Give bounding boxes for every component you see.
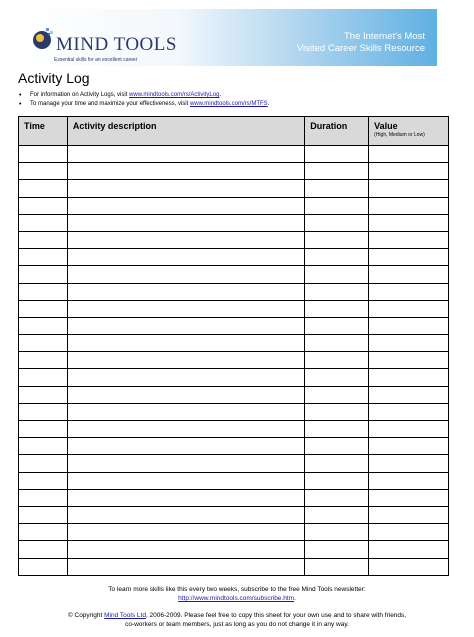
bullet-punct: . — [219, 92, 222, 98]
cell-duration[interactable] — [305, 335, 369, 352]
table-row — [19, 506, 449, 523]
table-row — [19, 558, 449, 575]
cell-value[interactable] — [369, 180, 449, 197]
table-row — [19, 266, 449, 283]
cell-activity[interactable] — [67, 180, 304, 197]
cell-duration[interactable] — [305, 472, 369, 489]
cell-duration[interactable] — [305, 317, 369, 334]
logo-tagline: Essential skills for an excellent career — [54, 57, 138, 63]
cell-activity[interactable] — [67, 231, 304, 248]
table-row — [19, 146, 449, 163]
cell-time[interactable] — [19, 214, 68, 231]
cell-time[interactable] — [19, 300, 68, 317]
cell-time[interactable] — [19, 283, 68, 300]
cell-duration[interactable] — [305, 214, 369, 231]
cell-duration[interactable] — [305, 455, 369, 472]
cell-activity[interactable] — [67, 472, 304, 489]
cell-time[interactable] — [19, 180, 68, 197]
cell-time[interactable] — [19, 472, 68, 489]
cell-duration[interactable] — [305, 558, 369, 575]
cell-time[interactable] — [19, 386, 68, 403]
cell-value[interactable] — [369, 541, 449, 558]
table-row — [19, 489, 449, 506]
cell-value[interactable] — [369, 455, 449, 472]
cell-time[interactable] — [19, 317, 68, 334]
cell-value[interactable] — [369, 489, 449, 506]
table-header-row — [19, 117, 449, 146]
cell-activity[interactable] — [67, 163, 304, 180]
bullet-item — [18, 91, 448, 100]
cell-time[interactable] — [19, 524, 68, 541]
cell-time[interactable] — [19, 352, 68, 369]
cell-activity[interactable] — [67, 369, 304, 386]
cell-value[interactable] — [369, 197, 449, 214]
cell-value[interactable] — [369, 283, 449, 300]
cell-duration[interactable] — [305, 506, 369, 523]
table-body — [19, 146, 449, 576]
cell-duration[interactable] — [305, 438, 369, 455]
cell-time[interactable] — [19, 438, 68, 455]
cell-duration[interactable] — [305, 541, 369, 558]
cell-activity[interactable] — [67, 455, 304, 472]
cell-value[interactable] — [369, 438, 449, 455]
cell-duration[interactable] — [305, 283, 369, 300]
cell-time[interactable] — [19, 231, 68, 248]
column-header-time: Time — [19, 117, 68, 146]
table-row — [19, 283, 449, 300]
cell-duration[interactable] — [305, 421, 369, 438]
slogan-line-1: The Internet's Most — [343, 31, 425, 42]
cell-value[interactable] — [369, 403, 449, 420]
cell-activity[interactable] — [67, 438, 304, 455]
cell-activity[interactable] — [67, 197, 304, 214]
cell-time[interactable] — [19, 249, 68, 266]
page-title: Activity Log — [18, 70, 90, 86]
logo-wordmark: MIND TOOLS — [56, 34, 177, 55]
cell-activity[interactable] — [67, 403, 304, 420]
cell-time[interactable] — [19, 146, 68, 163]
subscribe-link[interactable]: http://www.mindtools.com/subscribe.htm — [178, 595, 295, 602]
table-row — [19, 214, 449, 231]
value-hint: (High, Medium or Low) — [374, 132, 425, 138]
cell-activity[interactable] — [67, 214, 304, 231]
table-row — [19, 335, 449, 352]
cell-value[interactable] — [369, 386, 449, 403]
table-row — [19, 438, 449, 455]
cell-duration[interactable] — [305, 197, 369, 214]
cell-value[interactable] — [369, 300, 449, 317]
bullet-text: For information on Activity Logs, visit — [30, 92, 130, 98]
table-row — [19, 421, 449, 438]
column-header-duration: Duration — [305, 117, 369, 146]
cell-activity[interactable] — [67, 524, 304, 541]
mindtools-banner — [18, 9, 437, 66]
cell-value[interactable] — [369, 421, 449, 438]
cell-duration[interactable] — [305, 249, 369, 266]
cell-duration[interactable] — [305, 163, 369, 180]
cell-value[interactable] — [369, 524, 449, 541]
mtfs-link[interactable]: www.mindtools.com/rs/MTFS — [189, 101, 268, 107]
cell-time[interactable] — [19, 335, 68, 352]
cell-value[interactable] — [369, 231, 449, 248]
table-row — [19, 472, 449, 489]
cell-value[interactable] — [369, 249, 449, 266]
table-row — [19, 231, 449, 248]
cell-duration[interactable] — [305, 352, 369, 369]
cell-value[interactable] — [369, 266, 449, 283]
table-row — [19, 386, 449, 403]
bullet-text: To manage your time and maximize your effectiveness, visit — [30, 101, 190, 107]
cell-time[interactable] — [19, 558, 68, 575]
cell-activity[interactable] — [67, 558, 304, 575]
cell-activity[interactable] — [67, 541, 304, 558]
cell-duration[interactable] — [305, 369, 369, 386]
cell-activity[interactable] — [67, 421, 304, 438]
cell-activity[interactable] — [67, 352, 304, 369]
cell-duration[interactable] — [305, 266, 369, 283]
cell-activity[interactable] — [67, 335, 304, 352]
cell-time[interactable] — [19, 403, 68, 420]
column-header-activity: Activity description — [67, 117, 304, 146]
cell-activity[interactable] — [67, 506, 304, 523]
table-row — [19, 300, 449, 317]
cell-activity[interactable] — [67, 266, 304, 283]
bullet-punct: . — [267, 101, 270, 107]
cell-time[interactable] — [19, 266, 68, 283]
activity-log-table — [18, 116, 449, 576]
copyright-text: , 2006-2009. Please feel free to copy this sheet for your own use and to share with friends, — [145, 612, 407, 619]
newsletter-text: To learn more skills like this every two weeks, subscribe to the free Mind Tools newsletter: — [108, 586, 366, 593]
cell-duration[interactable] — [305, 231, 369, 248]
cell-value[interactable] — [369, 506, 449, 523]
table-row — [19, 403, 449, 420]
column-header-value: Value (High, Medium or Low) — [369, 117, 449, 146]
cell-duration[interactable] — [305, 489, 369, 506]
info-bullets — [18, 91, 448, 109]
cell-activity[interactable] — [67, 283, 304, 300]
cell-value[interactable] — [369, 472, 449, 489]
cell-duration[interactable] — [305, 386, 369, 403]
table-row — [19, 524, 449, 541]
mindtools-ltd-link[interactable]: Mind Tools Ltd — [104, 612, 146, 619]
slogan-line-2: Visited Career Skills Resource — [296, 43, 425, 54]
cell-time[interactable] — [19, 369, 68, 386]
cell-value[interactable] — [369, 214, 449, 231]
bullet-item — [18, 100, 448, 109]
table-row — [19, 163, 449, 180]
cell-activity[interactable] — [67, 249, 304, 266]
activity-log-link[interactable]: www.mindtools.com/rs/ActivityLog — [129, 92, 220, 98]
cell-duration[interactable] — [305, 403, 369, 420]
cell-activity[interactable] — [67, 489, 304, 506]
cell-time[interactable] — [19, 506, 68, 523]
cell-duration[interactable] — [305, 146, 369, 163]
table-row — [19, 541, 449, 558]
cell-value[interactable] — [369, 163, 449, 180]
cell-duration[interactable] — [305, 300, 369, 317]
mind-head-icon — [32, 27, 54, 53]
cell-activity[interactable] — [67, 146, 304, 163]
table-row — [19, 317, 449, 334]
cell-activity[interactable] — [67, 317, 304, 334]
cell-value[interactable] — [369, 146, 449, 163]
copyright-prefix: © Copyright — [67, 612, 105, 619]
cell-time[interactable] — [19, 489, 68, 506]
cell-activity[interactable] — [67, 386, 304, 403]
table-row — [19, 197, 449, 214]
cell-time[interactable] — [19, 163, 68, 180]
cell-value[interactable] — [369, 335, 449, 352]
cell-time[interactable] — [19, 197, 68, 214]
cell-time[interactable] — [19, 455, 68, 472]
cell-value[interactable] — [369, 317, 449, 334]
table-row — [19, 369, 449, 386]
table-row — [19, 352, 449, 369]
table-row — [19, 180, 449, 197]
newsletter-note: To learn more skills like this every two weeks, subscribe to the free Mind Tools newsletter: http://www.mindtools.com/subscribe.htm. — [0, 585, 474, 603]
cell-duration[interactable] — [305, 180, 369, 197]
cell-activity[interactable] — [67, 300, 304, 317]
copyright-note — [0, 611, 474, 629]
table-row — [19, 249, 449, 266]
cell-time[interactable] — [19, 421, 68, 438]
cell-duration[interactable] — [305, 524, 369, 541]
cell-value[interactable] — [369, 558, 449, 575]
copyright-text-line2: co-workers or team members, just as long as you do not change it in any way. — [125, 621, 349, 628]
cell-value[interactable] — [369, 369, 449, 386]
cell-value[interactable] — [369, 352, 449, 369]
cell-time[interactable] — [19, 541, 68, 558]
banner-slogan — [297, 31, 425, 55]
table-row — [19, 455, 449, 472]
